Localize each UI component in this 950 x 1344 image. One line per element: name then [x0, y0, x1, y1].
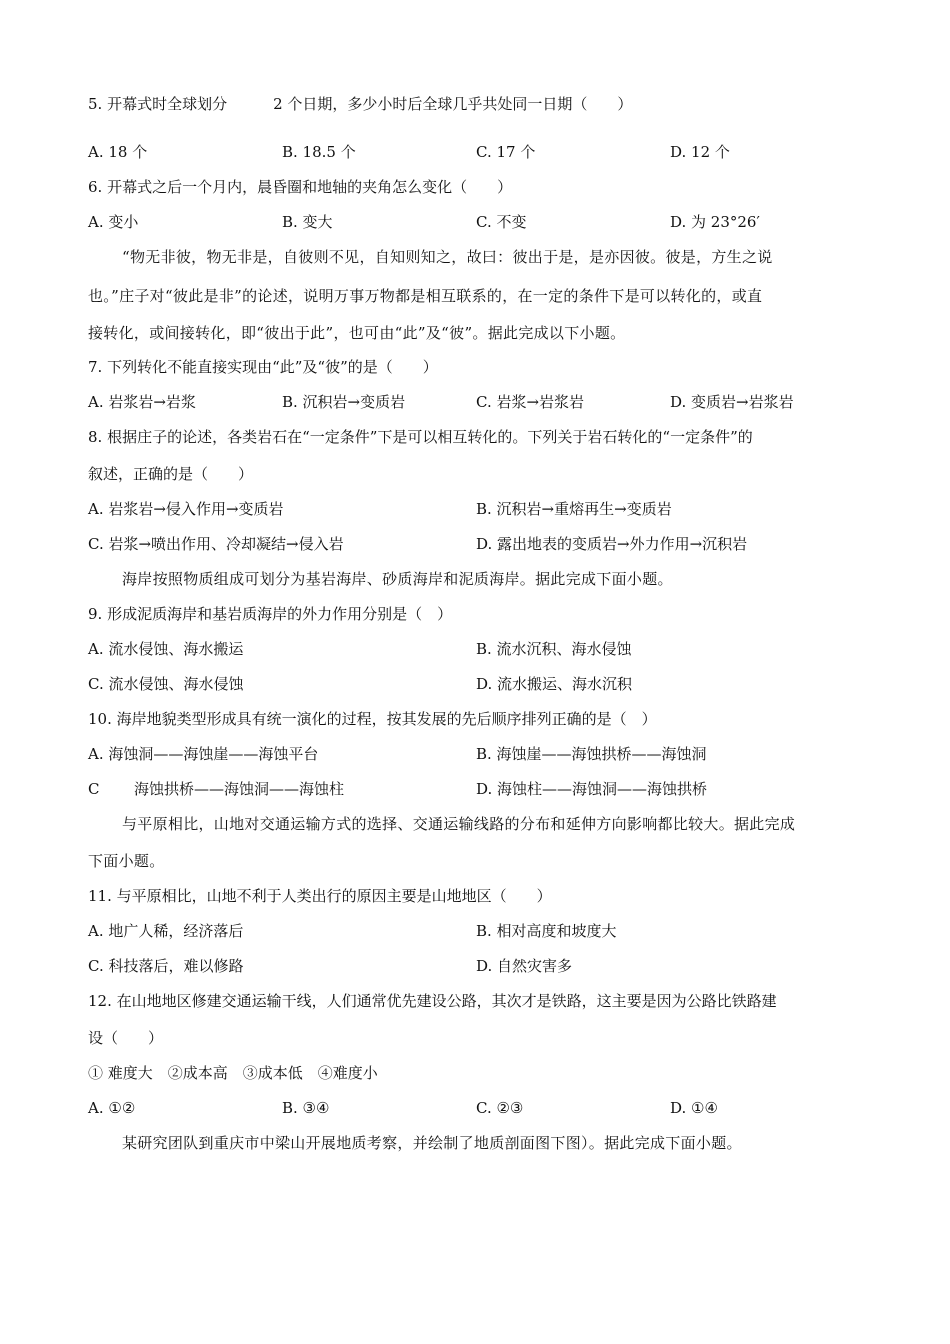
q11-option-b: B. 相对高度和坡度大 [476, 922, 617, 940]
q9-option-b: B. 流水沉积、海水侵蚀 [476, 640, 632, 658]
passage3-line-2: 下面小题。 [88, 852, 165, 870]
q12-choices: ① 难度大 ②成本高 ③成本低 ④难度小 [88, 1064, 378, 1082]
q6-option-d: D. 为 23°26′ [670, 213, 760, 231]
q10-stem: 10. 海岸地貌类型形成具有统一演化的过程，按其发展的先后顺序排列正确的是（ ） [88, 710, 657, 728]
q10-options-row-1 [88, 741, 862, 767]
q6-options [88, 209, 862, 235]
q5-option-c: C. 17 个 [476, 143, 536, 161]
q12-stem-line-2: 设（ ） [88, 1029, 164, 1047]
q6-option-a: A. 变小 [88, 213, 139, 231]
q7-option-d: D. 变质岩→岩浆岩 [670, 393, 794, 411]
q7-options [88, 389, 862, 415]
passage3-line-1: 与平原相比，山地对交通运输方式的选择、交通运输线路的分布和延伸方向影响都比较大。据此完成 [122, 815, 796, 833]
q12-option-c: C. ②③ [476, 1099, 524, 1117]
q5-stem-part-b: 2 个日期，多少小时后全球几乎共处同一日期（ ） [273, 95, 633, 113]
q11-option-d: D. 自然灾害多 [476, 957, 573, 975]
q8-option-d: D. 露出地表的变质岩→外力作用→沉积岩 [476, 535, 748, 553]
q9-option-d: D. 流水搬运、海水沉积 [476, 675, 633, 693]
q5-option-a: A. 18 个 [88, 143, 148, 161]
q11-options-row-2 [88, 953, 862, 979]
q9-options-row-1 [88, 636, 862, 662]
q7-option-b: B. 沉积岩→变质岩 [282, 393, 406, 411]
q9-stem: 9. 形成泥质海岸和基岩质海岸的外力作用分别是（ ） [88, 605, 453, 623]
passage2-text: 海岸按照物质组成可划分为基岩海岸、砂质海岸和泥质海岸。据此完成下面小题。 [122, 570, 673, 588]
passage1-line-3: 接转化，或间接转化，即“彼出于此”，也可由“此”及“彼”。据此完成以下小题。 [88, 324, 626, 342]
q6-option-b: B. 变大 [282, 213, 333, 231]
q12-option-b: B. ③④ [282, 1099, 330, 1117]
q8-stem-line-2: 叙述，正确的是（ ） [88, 465, 254, 483]
passage1-line-1: “物无非彼，物无非是，自彼则不见，自知则知之，故曰：彼出于是，是亦因彼。彼是，方生之说 [122, 248, 773, 266]
q8-stem-line-1: 8. 根据庄子的论述，各类岩石在“一定条件”下是可以相互转化的。下列关于岩石转化的“一定条件”的 [88, 428, 753, 446]
q5-options [88, 139, 862, 165]
q9-option-a: A. 流水侵蚀、海水搬运 [88, 640, 244, 658]
q8-options-row-1 [88, 496, 862, 522]
q8-option-a: A. 岩浆岩→侵入作用→变质岩 [88, 500, 284, 518]
q11-option-a: A. 地广人稀，经济落后 [88, 922, 244, 940]
q11-options-row-1 [88, 918, 862, 944]
q10-option-d: D. 海蚀柱——海蚀洞——海蚀拱桥 [476, 780, 708, 798]
q7-option-c: C. 岩浆→岩浆岩 [476, 393, 585, 411]
q8-options-row-2 [88, 531, 862, 557]
q12-options [88, 1095, 862, 1121]
q5-option-d: D. 12 个 [670, 143, 730, 161]
q12-option-d: D. ①④ [670, 1099, 718, 1117]
q12-option-a: A. ①② [88, 1099, 136, 1117]
q6-stem: 6. 开幕式之后一个月内，晨昏圈和地轴的夹角怎么变化（ ） [88, 178, 513, 196]
q6-option-c: C. 不变 [476, 213, 527, 231]
q8-option-c: C. 岩浆→喷出作用、冷却凝结→侵入岩 [88, 535, 344, 553]
q11-option-c: C. 科技落后，难以修路 [88, 957, 244, 975]
q10-option-a: A. 海蚀洞——海蚀崖——海蚀平台 [88, 745, 319, 763]
q11-stem: 11. 与平原相比，山地不利于人类出行的原因主要是山地地区（ ） [88, 887, 552, 905]
q12-stem-line-1: 12. 在山地地区修建交通运输干线，人们通常优先建设公路，其次才是铁路，这主要是因为公路比铁路建 [88, 992, 777, 1010]
q5-stem [88, 91, 862, 117]
q5-option-b: B. 18.5 个 [282, 143, 356, 161]
q8-option-b: B. 沉积岩→重熔再生→变质岩 [476, 500, 672, 518]
q10-option-c-label: C [88, 780, 100, 798]
q10-option-c-text: 海蚀拱桥——海蚀洞——海蚀柱 [134, 780, 345, 798]
q10-option-b: B. 海蚀崖——海蚀拱桥——海蚀洞 [476, 745, 707, 763]
passage4-text: 某研究团队到重庆市中梁山开展地质考察，并绘制了地质剖面图下图）。据此完成下面小题。 [122, 1134, 742, 1152]
q5-stem-part-a: 5. 开幕式时全球划分 [88, 95, 228, 113]
q7-stem: 7. 下列转化不能直接实现由“此”及“彼”的是（ ） [88, 358, 438, 376]
q9-options-row-2 [88, 671, 862, 697]
q10-options-row-2 [88, 776, 862, 802]
q9-option-c: C. 流水侵蚀、海水侵蚀 [88, 675, 244, 693]
passage1-line-2: 也。”庄子对“彼此是非”的论述，说明万事万物都是相互联系的，在一定的条件下是可以转化的，或直 [88, 287, 763, 305]
q7-option-a: A. 岩浆岩→岩浆 [88, 393, 196, 411]
